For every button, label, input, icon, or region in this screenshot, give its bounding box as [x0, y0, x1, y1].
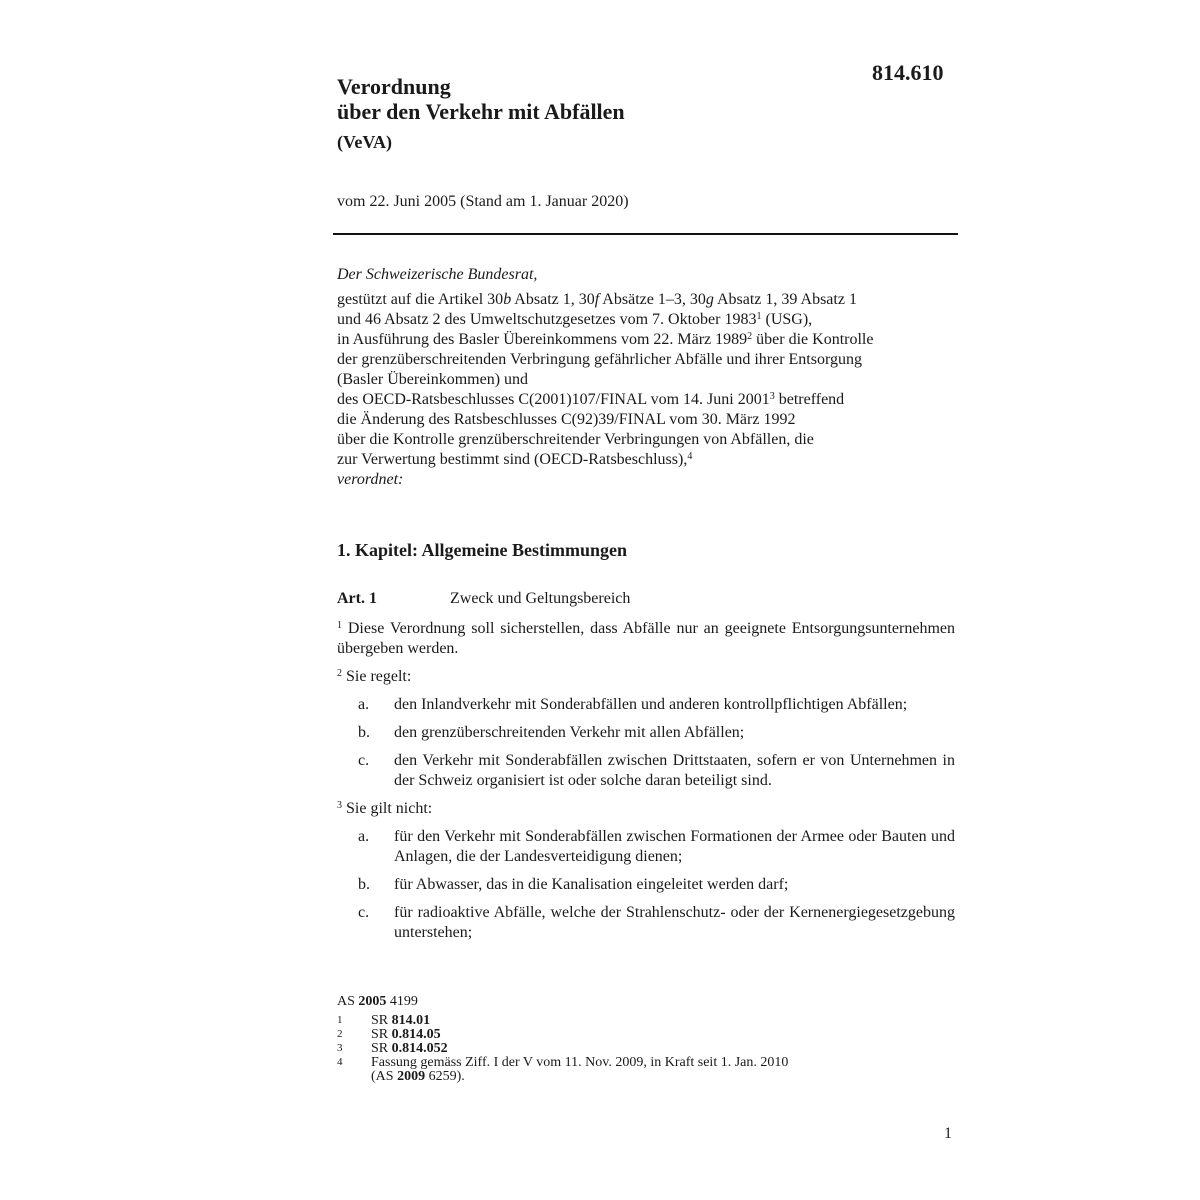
footnote-number: 3: [337, 1042, 343, 1054]
date-line: vom 22. Juni 2005 (Stand am 1. Januar 2020): [337, 193, 629, 210]
paragraph-mark: 1: [337, 620, 342, 631]
footnote-number: 4: [337, 1056, 343, 1068]
list-item: [337, 723, 955, 743]
page-number: 1: [944, 1125, 952, 1142]
paragraph-mark: 3: [337, 800, 342, 811]
paragraph-2: [337, 667, 955, 687]
sr-number: 814.610: [872, 60, 944, 85]
list-text: den Verkehr mit Sonderabfällen zwischen Drittstaaten, sofern er von Unternehmen in der Schweiz organisiert ist oder solche daran beteiligt sind.: [394, 752, 955, 789]
title-abbreviation: (VeVA): [337, 132, 393, 152]
list-text: für den Verkehr mit Sonderabfällen zwischen Formationen der Armee oder Bauten und Anlagen, die der Landesverteidigung dienen;: [394, 828, 955, 865]
footnote-number: 2: [337, 1028, 343, 1040]
title-divider: [333, 233, 958, 235]
footnotes: [337, 995, 957, 1084]
list-text: den grenzüberschreitenden Verkehr mit allen Abfällen;: [394, 724, 745, 741]
list-item: [337, 695, 955, 715]
list-letter: c.: [358, 752, 370, 769]
preamble-body: gestützt auf die Artikel 30b Absatz 1, 30f Absätze 1–3, 30g Absatz 1, 39 Absatz 1 und 46 Absatz 2 des Umweltschutzgesetzes vom 7. Oktober 1983$^1$ (USG), in Ausführung des Basler Übereinkommens vom 22. März 1989$^2$ über die Kontrolle der grenzüberschreitenden Verbringung gefährlicher Abfälle und ihrer Entsorgung (Basler Übereinkommen) und des OECD-Ratsbeschlusses C(2001)107/FINAL vom 14. Juni 2001$^3$ betreffend die Änderung des Ratsbeschlusses C(92)39/FINAL vom 30. März 1992 über die Kontrolle grenzüberschreitender Verbringungen von Abfällen, die zur Verwertung bestimmt sind (OECD-Ratsbeschluss),$^4$: [337, 291, 874, 468]
list-letter: b.: [358, 876, 370, 893]
list-text: für Abwasser, das in die Kanalisation eingeleitet werden darf;: [394, 876, 789, 893]
paragraph-1: [337, 619, 955, 659]
title-block: [337, 74, 625, 153]
title-line-2: über den Verkehr mit Abfällen: [337, 99, 625, 124]
list-item: [337, 751, 955, 791]
article-body: [337, 619, 955, 951]
title-line-1: Verordnung: [337, 74, 451, 99]
paragraph-text: Sie gilt nicht:: [346, 800, 433, 817]
list-letter: c.: [358, 904, 370, 921]
article-title: Zweck und Geltungsbereich: [450, 590, 631, 607]
paragraph-text: Diese Verordnung soll sicherstellen, dass Abfälle nur an geeignete Entsorgungsunternehmen übergeben werden.: [337, 620, 956, 657]
paragraph-text: Sie regelt:: [346, 668, 412, 685]
list-item: [337, 875, 955, 895]
footnote: 1 SR 814.01: [337, 1013, 431, 1028]
list-letter: a.: [358, 696, 370, 713]
list-letter: b.: [358, 724, 370, 741]
preamble-authority: Der Schweizerische Bundesrat,: [337, 266, 538, 283]
footnote: 3 SR 0.814.052: [337, 1041, 448, 1056]
footnote: 2 SR 0.814.05: [337, 1027, 441, 1042]
paragraph-3: [337, 799, 955, 819]
list-text: den Inlandverkehr mit Sonderabfällen und anderen kontrollpflichtigen Abfällen;: [394, 696, 908, 713]
as-reference: AS 2005 4199: [337, 994, 418, 1009]
footnote-number: 1: [337, 1014, 343, 1026]
preamble-closing: verordnet:: [337, 471, 404, 488]
chapter-title: 1. Kapitel: Allgemeine Bestimmungen: [337, 540, 627, 560]
list-item: [337, 903, 955, 943]
article-number: Art. 1: [337, 590, 377, 607]
paragraph-mark: 2: [337, 668, 342, 679]
list-letter: a.: [358, 828, 370, 845]
article-heading: [337, 590, 957, 608]
list-item: [337, 827, 955, 867]
list-text: für radioaktive Abfälle, welche der Strahlenschutz- oder der Kernenergiegesetzgebung unterstehen;: [394, 904, 955, 941]
preamble: [337, 265, 957, 490]
footnote: 4 Fassung gemäss Ziff. I der V vom 11. Nov. 2009, in Kraft seit 1. Jan. 2010 (AS 2009 6259).: [337, 1055, 789, 1084]
